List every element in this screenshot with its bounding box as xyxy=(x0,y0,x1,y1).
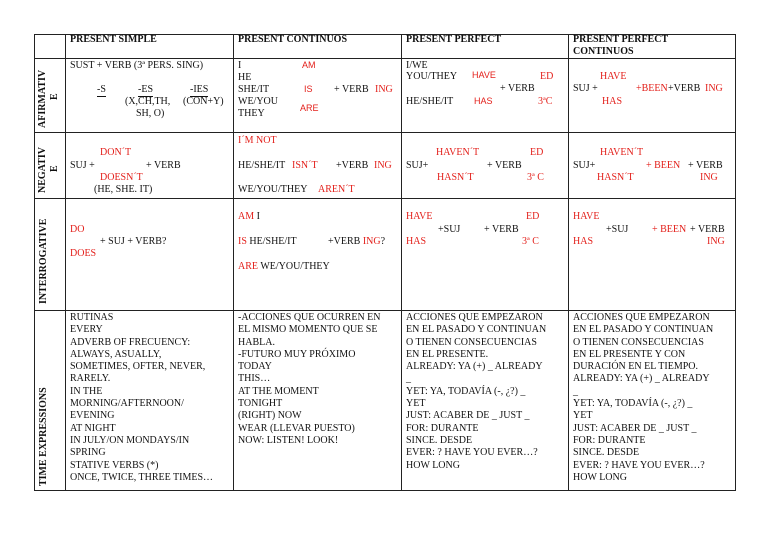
header-present-perfect-continuous-line2: CONTINUOS xyxy=(573,46,634,57)
time-expression-line: EN EL PRESENTE Y CON xyxy=(573,348,686,360)
interrogative-cont-line2 xyxy=(238,236,297,248)
interrogative-simple-rest: + SUJ + VERB? xyxy=(100,236,167,247)
affirmative-cont-are: ARE xyxy=(300,103,319,113)
time-expressions-perfect-continuous xyxy=(573,312,713,484)
time-expression-line: SOMETIMES, OFTER, NEVER, xyxy=(70,361,206,373)
row-label-affirmative: AFIRMATIV xyxy=(37,69,48,128)
time-expression-line: RUTINAS xyxy=(70,312,114,323)
time-expression-line: NOW: LISTEN! LOOK! xyxy=(238,434,339,446)
affirmative-pc-been: +BEEN xyxy=(636,83,668,94)
time-expression-line: YET xyxy=(406,398,426,410)
negative-perf-ed: ED xyxy=(530,147,544,158)
negative-pc-havent: HAVEN´T xyxy=(600,147,644,158)
negative-cont-ing: ING xyxy=(374,160,392,171)
time-expression-line: WEAR (LLEVAR PUESTO) xyxy=(238,422,355,434)
time-expressions-simple xyxy=(70,312,213,484)
affirmative-perf-hesheit: HE/SHE/IT xyxy=(406,96,454,107)
time-expression-line: ALREADY: YA (+) _ ALREADY xyxy=(406,361,543,373)
time-expression-line: _ xyxy=(573,385,578,397)
affirmative-cont-sheit: SHE/IT xyxy=(238,84,270,95)
row-label-negative: NEGATIV xyxy=(37,147,48,193)
time-expression-line: TODAY xyxy=(238,361,272,373)
header-present-continuous: PRESENT CONTINUOS xyxy=(238,34,348,45)
interrogative-cont-hesheit: HE/SHE/IT xyxy=(246,236,297,247)
time-expression-line: _ xyxy=(406,373,411,385)
negative-pc-ing: ING xyxy=(700,172,718,183)
negative-perf-hasnt: HASN´T xyxy=(437,172,474,183)
header-present-simple: PRESENT SIMPLE xyxy=(70,34,157,45)
negative-pc-verb: + VERB xyxy=(688,160,723,171)
time-expression-line: HOW LONG xyxy=(573,471,627,483)
time-expression-line: STATIVE VERBS (*) xyxy=(70,459,159,471)
interrogative-perf-have: HAVE xyxy=(406,211,433,222)
time-expression-line: EN EL PRESENTE. xyxy=(406,348,489,360)
time-expression-line: SPRING xyxy=(70,447,106,459)
negative-cont-verb: +VERB xyxy=(336,160,369,171)
row-divider xyxy=(34,132,735,133)
interrogative-cont-are: ARE xyxy=(238,261,258,272)
negative-pc-hasnt: HASN´T xyxy=(597,172,634,183)
interrogative-cont-weyouthey: WE/YOU/THEY xyxy=(258,261,330,272)
time-expression-line: EVER: ? HAVE YOU EVER…? xyxy=(406,447,538,459)
negative-simple-dont: DON´T xyxy=(100,147,132,158)
affirmative-pc-verb: +VERB xyxy=(668,83,701,94)
time-expression-line: THIS… xyxy=(238,373,271,385)
time-expression-line: -ACCIONES QUE OCURREN EN xyxy=(238,312,381,323)
interrogative-cont-verb: +VERB xyxy=(328,236,361,247)
interrogative-perf-has: HAS xyxy=(406,236,427,247)
time-expression-line: DURACIÓN EN EL TIEMPO. xyxy=(573,361,698,373)
time-expression-line: FOR: DURANTE xyxy=(406,422,479,434)
negative-pc-suj: SUJ+ xyxy=(573,160,596,171)
interrogative-perf-ed: ED xyxy=(526,211,540,222)
interrogative-pc-have: HAVE xyxy=(573,211,600,222)
interrogative-pc-has: HAS xyxy=(573,236,594,247)
interrogative-simple-do: DO xyxy=(70,224,85,235)
header-present-perfect-continuous: PRESENT PERFECT xyxy=(573,34,669,45)
time-expression-line: TONIGHT xyxy=(238,398,283,410)
affirmative-cont-ing: ING xyxy=(375,84,393,95)
affirmative-pc-ing: ING xyxy=(705,83,723,94)
affirmative-perf-has: HAS xyxy=(474,96,493,106)
affirmative-pc-have: HAVE xyxy=(600,71,627,82)
interrogative-cont-verb-group xyxy=(328,236,385,248)
time-expression-line: EN EL PASADO Y CONTINUAN xyxy=(573,324,714,336)
affirmative-simple-es-note2: SH, O) xyxy=(136,108,165,119)
time-expression-line: FOR: DURANTE xyxy=(573,434,646,446)
affirmative-perf-third: 3ªC xyxy=(538,96,553,107)
time-expression-line: ALWAYS, ASUALLY, xyxy=(70,348,162,360)
time-expression-line: (RIGHT) NOW xyxy=(238,410,302,422)
time-expression-line: EN EL PASADO Y CONTINUAN xyxy=(406,324,547,336)
affirmative-perf-have: HAVE xyxy=(472,70,496,80)
time-expression-line: RARELY. xyxy=(70,373,111,385)
time-expression-line: O TIENEN CONSECUENCIAS xyxy=(406,336,537,348)
affirmative-simple-ies-note: (CON+Y) xyxy=(183,96,224,107)
interrogative-perf-verb: + VERB xyxy=(484,224,519,235)
row-divider xyxy=(34,58,735,59)
affirmative-perf-verb: + VERB xyxy=(500,83,535,94)
time-expressions-perfect xyxy=(406,312,546,472)
time-expression-line: ONCE, TWICE, THREE TIMES… xyxy=(70,471,214,483)
column-divider xyxy=(65,34,66,490)
row-label-affirmative-2: E xyxy=(49,93,60,100)
negative-perf-havent: HAVEN´T xyxy=(436,147,480,158)
time-expression-line: AT NIGHT xyxy=(70,422,116,434)
interrogative-pc-ing: ING xyxy=(707,236,725,247)
negative-perf-third: 3ª C xyxy=(527,172,544,183)
negative-cont-isnt: ISN´T xyxy=(292,160,318,171)
row-label-negative-2: E xyxy=(49,165,60,172)
interrogative-pc-verb: + VERB xyxy=(690,224,725,235)
time-expression-line: YET: YA, TODAVÍA (-, ¿?) _ xyxy=(573,398,693,410)
interrogative-cont-q: ? xyxy=(380,236,386,247)
interrogative-perf-suj: +SUJ xyxy=(438,224,461,235)
affirmative-simple-ies: -IES xyxy=(190,84,209,95)
affirmative-simple-es: -ES xyxy=(138,84,153,95)
affirmative-perf-youthey: YOU/THEY xyxy=(406,71,458,82)
header-present-perfect: PRESENT PERFECT xyxy=(406,34,502,45)
row-divider xyxy=(34,198,735,199)
interrogative-cont-am: AM xyxy=(238,211,255,222)
affirmative-simple-formula: SUST + VERB (3ª PERS. SING) xyxy=(70,60,204,71)
interrogative-perf-third: 3ª C xyxy=(522,236,539,247)
interrogative-cont-is: IS xyxy=(238,236,247,247)
negative-cont-hesheit: HE/SHE/IT xyxy=(238,160,286,171)
time-expression-line: ACCIONES QUE EMPEZARON xyxy=(406,312,543,323)
affirmative-pc-suj: SUJ + xyxy=(573,83,598,94)
time-expression-line: ACCIONES QUE EMPEZARON xyxy=(573,312,710,323)
column-divider xyxy=(401,34,402,490)
affirmative-perf-iwe: I/WE xyxy=(406,60,428,71)
time-expression-line: AT THE MOMENT xyxy=(238,385,319,397)
negative-cont-weyouthey: WE/YOU/THEY xyxy=(238,184,308,195)
time-expression-line: MORNING/AFTERNOON/ xyxy=(70,398,184,410)
interrogative-pc-suj: +SUJ xyxy=(606,224,629,235)
time-expression-line: HABLA. xyxy=(238,336,275,348)
time-expression-line: HOW LONG xyxy=(406,459,460,471)
interrogative-cont-line1 xyxy=(238,211,260,223)
time-expression-line: O TIENEN CONSECUENCIAS xyxy=(573,336,704,348)
interrogative-cont-line3 xyxy=(238,261,330,273)
affirmative-cont-verb: + VERB xyxy=(334,84,369,95)
time-expression-line: ALREADY: YA (+) _ ALREADY xyxy=(573,373,710,385)
affirmative-cont-he: HE xyxy=(238,72,252,83)
row-label-interrogative: INTERROGATIVE xyxy=(38,218,49,304)
time-expression-line: EVERY xyxy=(70,324,103,336)
interrogative-cont-i: I xyxy=(254,211,260,222)
affirmative-cont-they: THEY xyxy=(238,108,265,119)
time-expression-line: SINCE. DESDE xyxy=(406,434,473,446)
time-expression-line: SINCE. DESDE xyxy=(573,447,640,459)
time-expression-line: EVER: ? HAVE YOU EVER…? xyxy=(573,459,705,471)
column-divider xyxy=(233,34,234,490)
time-expression-line: IN THE xyxy=(70,385,103,397)
negative-simple-note: (HE, SHE. IT) xyxy=(94,184,153,195)
affirmative-cont-weyou: WE/YOU xyxy=(238,96,278,107)
negative-perf-verb: + VERB xyxy=(487,160,522,171)
time-expression-line: YET xyxy=(573,410,593,422)
column-divider xyxy=(568,34,569,490)
time-expression-line: EL MISMO MOMENTO QUE SE xyxy=(238,324,378,336)
time-expression-line: -FUTURO MUY PRÓXIMO xyxy=(238,348,356,360)
time-expression-line: ADVERB OF FRECUENCY: xyxy=(70,336,191,348)
time-expression-line: JUST: ACABER DE _ JUST _ xyxy=(406,410,530,422)
time-expression-line: JUST: ACABER DE _ JUST _ xyxy=(573,422,697,434)
negative-cont-arent: AREN´T xyxy=(318,184,355,195)
negative-cont-im: I´M NOT xyxy=(238,135,277,146)
interrogative-pc-been: + BEEN xyxy=(652,224,687,235)
time-expression-line: EVENING xyxy=(70,410,115,422)
negative-simple-suj: SUJ + xyxy=(70,160,95,171)
time-expressions-continuous xyxy=(238,312,381,447)
negative-pc-been: + BEEN xyxy=(646,160,681,171)
interrogative-simple-does: DOES xyxy=(70,248,97,259)
negative-perf-suj: SUJ+ xyxy=(406,160,429,171)
affirmative-pc-has: HAS xyxy=(602,96,623,107)
affirmative-perf-ed: ED xyxy=(540,71,554,82)
time-expression-line: IN JULY/ON MONDAYS/IN xyxy=(70,434,190,446)
negative-simple-verb: + VERB xyxy=(146,160,181,171)
row-divider xyxy=(34,310,735,311)
affirmative-cont-am: AM xyxy=(302,60,316,70)
row-label-time-expressions: TIME EXPRESSIONS xyxy=(38,387,49,486)
affirmative-cont-i: I xyxy=(238,60,242,71)
negative-simple-doesnt: DOESN´T xyxy=(100,172,143,183)
time-expression-line: YET: YA, TODAVÍA (-, ¿?) _ xyxy=(406,385,526,397)
affirmative-simple-es-note: (X,CH,TH, xyxy=(125,96,171,107)
affirmative-simple-s: -S xyxy=(97,84,106,95)
affirmative-cont-is: IS xyxy=(304,84,313,94)
interrogative-cont-ing: ING xyxy=(362,236,381,247)
